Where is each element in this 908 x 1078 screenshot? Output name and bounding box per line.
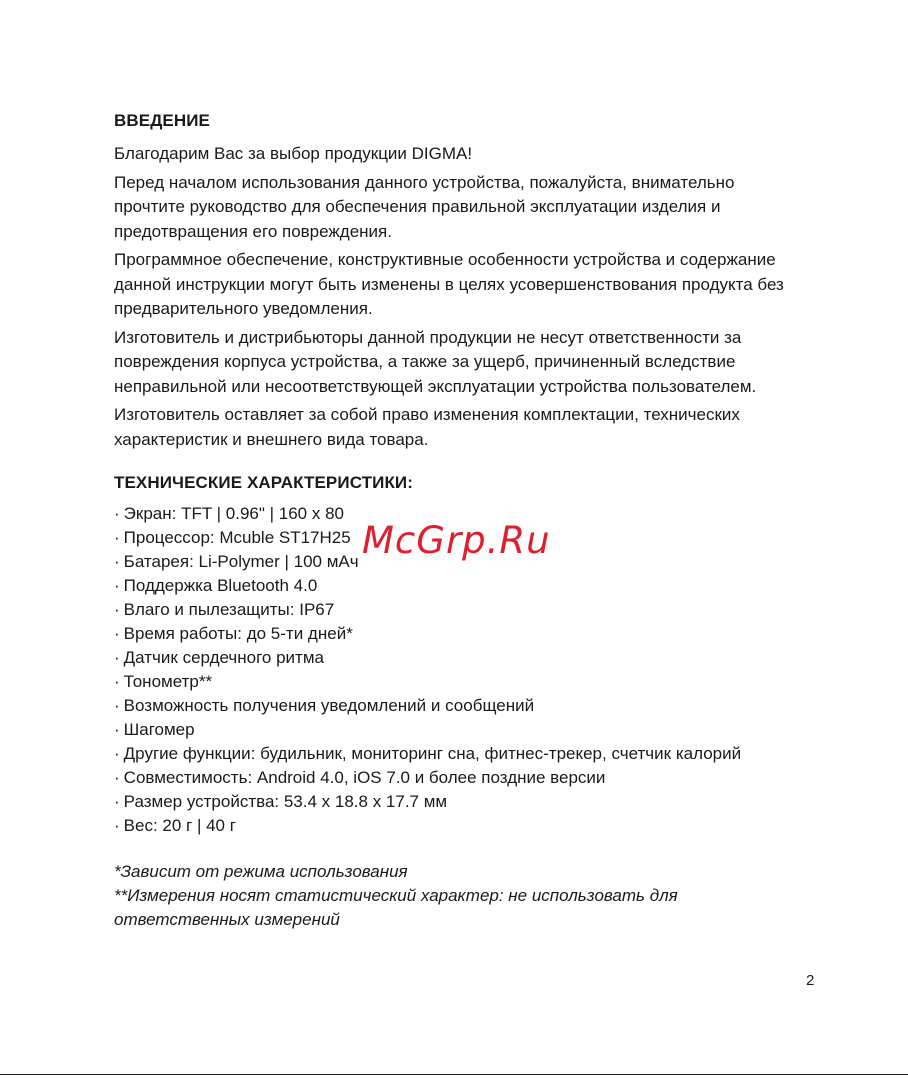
bullet: ·: [114, 792, 120, 811]
footnote: *Зависит от режима использования: [114, 862, 408, 881]
bullet: ·: [114, 624, 120, 643]
spec-text: Другие функции: будильник, мониторинг сна, фитнес-трекер, счетчик калорий: [123, 744, 742, 763]
bullet: ·: [114, 696, 120, 715]
bullet: ·: [114, 672, 120, 691]
watermark: McGrp.Ru: [362, 519, 551, 562]
spec-text: Батарея: Li-Polymer | 100 мАч: [123, 552, 359, 571]
spec-item: [114, 574, 804, 598]
spec-text: Возможность получения уведомлений и сообщений: [123, 696, 535, 715]
spec-item: [114, 718, 804, 742]
spec-item: [114, 814, 804, 838]
intro-paragraph: Изготовитель оставляет за собой право изменения комплектации, технических характеристик и внешнего вида товара.: [114, 405, 740, 449]
spec-text: Поддержка Bluetooth 4.0: [123, 576, 318, 595]
spec-item: [114, 742, 804, 766]
bullet: ·: [114, 816, 120, 835]
bullet: ·: [114, 744, 120, 763]
spec-item: [114, 694, 804, 718]
bullet: ·: [114, 552, 120, 571]
spec-text: Совместимость: Android 4.0, iOS 7.0 и более поздние версии: [123, 768, 606, 787]
page-number: 2: [806, 972, 815, 989]
spec-item: [114, 766, 804, 790]
bullet: ·: [114, 768, 120, 787]
bullet: ·: [114, 648, 120, 667]
bottom-divider: [0, 1074, 908, 1075]
footnote: **Измерения носят статистический характер: не использовать для ответственных измерений: [114, 886, 678, 929]
spec-item: [114, 790, 804, 814]
spec-text: Экран: TFT | 0.96" | 160 x 80: [123, 504, 344, 523]
spec-text: Вес: 20 г | 40 г: [123, 816, 236, 835]
spec-text: Шагомер: [123, 720, 195, 739]
bullet: ·: [114, 576, 120, 595]
spec-text: Процессор: Mcuble ST17H25: [123, 528, 351, 547]
intro-paragraph: Благодарим Вас за выбор продукции DIGMA!: [114, 144, 473, 163]
bullet: ·: [114, 720, 120, 739]
spec-item: [114, 670, 804, 694]
footnotes: [114, 860, 804, 932]
intro-heading: ВВЕДЕНИЕ: [114, 111, 210, 130]
intro-paragraph: Изготовитель и дистрибьюторы данной продукции не несут ответственности за повреждения корпуса устройства, а также за ущерб, причиненный вследствие неправильной или несоответствующей эксплуатации устройства пользователем.: [114, 327, 757, 396]
spec-item: [114, 646, 804, 670]
bullet: ·: [114, 504, 120, 523]
spec-text: Размер устройства: 53.4 x 18.8 x 17.7 мм: [123, 792, 448, 811]
bullet: ·: [114, 528, 120, 547]
bullet: ·: [114, 600, 120, 619]
spec-text: Время работы: до 5-ти дней*: [123, 624, 353, 643]
spec-text: Тонометр**: [123, 672, 213, 691]
intro-paragraph: Перед началом использования данного устройства, пожалуйста, внимательно прочтите руководство для обеспечения правильной эксплуатации изделия и предотвращения его повреждения.: [114, 172, 735, 241]
spec-text: Влаго и пылезащиты: IP67: [123, 600, 335, 619]
spec-item: [114, 622, 804, 646]
specs-heading: ТЕХНИЧЕСКИЕ ХАРАКТЕРИСТИКИ:: [114, 473, 414, 492]
intro-paragraph: Программное обеспечение, конструктивные особенности устройства и содержание данной инструкции могут быть изменены в целях усовершенствования продукта без предварительного уведомления.: [114, 250, 784, 318]
spec-text: Датчик сердечного ритма: [123, 648, 324, 667]
spec-item: [114, 598, 804, 622]
